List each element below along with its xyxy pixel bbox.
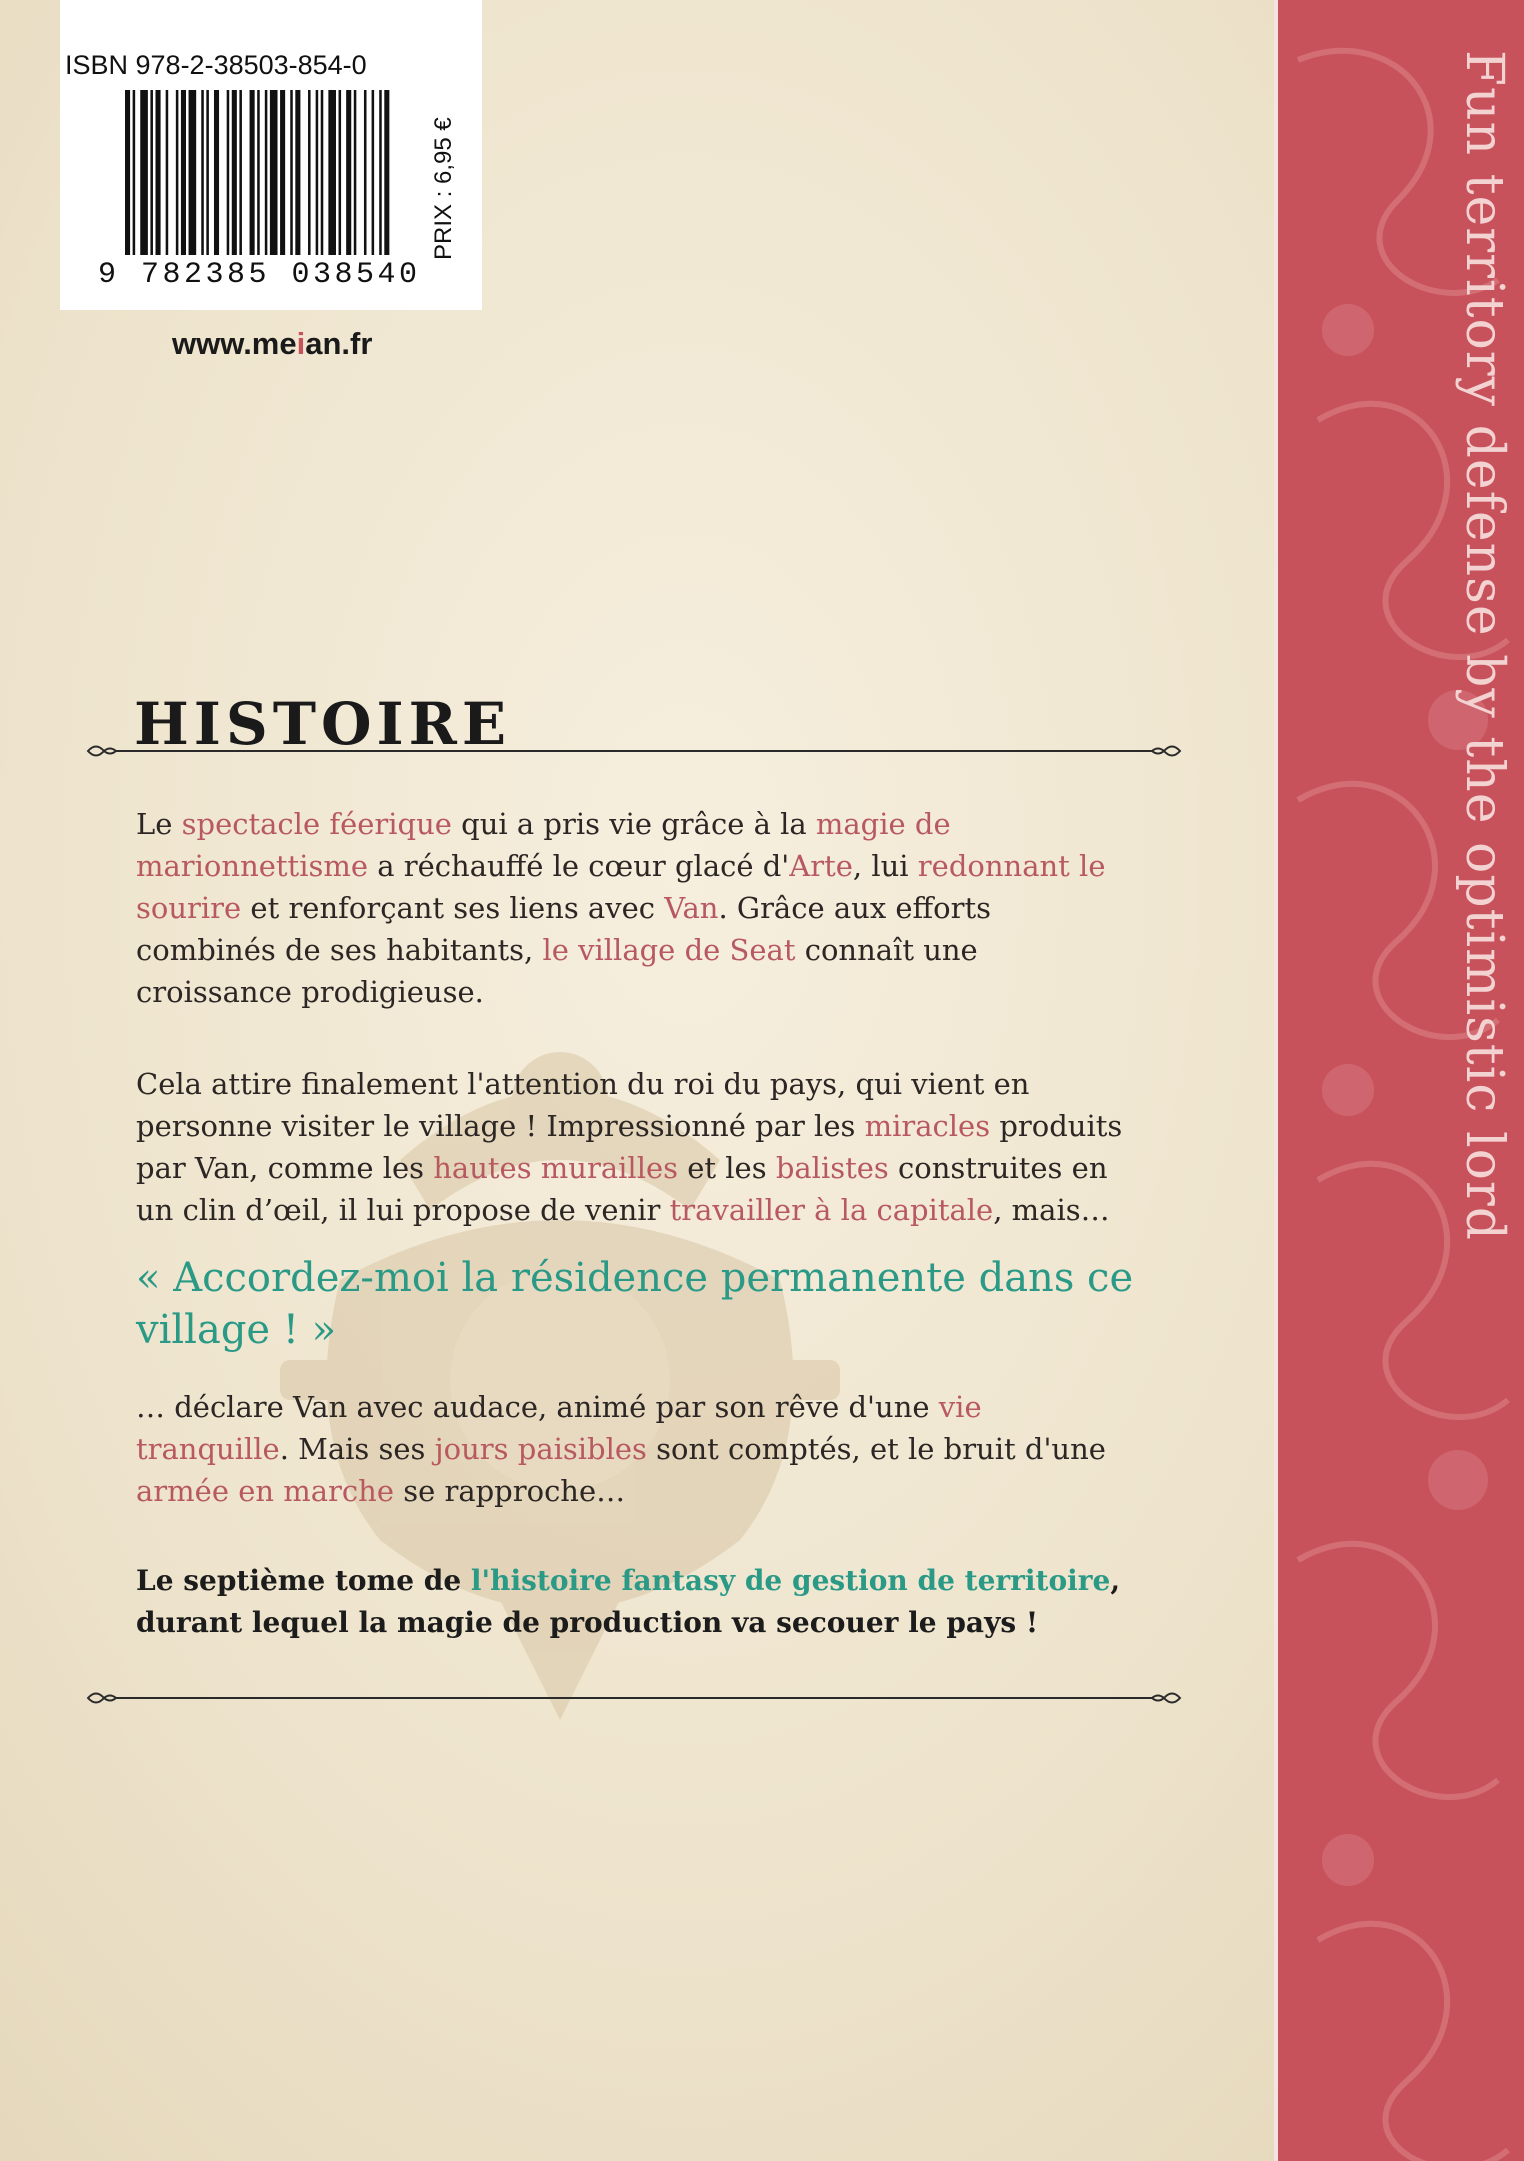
- text: produits par Van, comme les: [136, 1109, 1123, 1185]
- text: et renforçant ses liens avec: [241, 891, 665, 925]
- highlight: vie tranquille: [136, 1390, 982, 1466]
- text: Le: [136, 807, 182, 841]
- text: construites en un clin d’œil, il lui propose de venir: [136, 1151, 1108, 1227]
- highlight: hautes murailles: [433, 1151, 679, 1185]
- tagline-paragraph: [136, 1560, 1136, 1644]
- website-part: an.fr: [305, 326, 373, 361]
- story-paragraph-3: [136, 1386, 1136, 1512]
- text: . Grâce aux efforts combinés de ses habitants,: [136, 891, 992, 967]
- website-part: www.me: [172, 326, 297, 361]
- highlight-green: l'histoire fantasy de gestion de territoire: [470, 1564, 1111, 1597]
- text: , lui: [852, 849, 918, 883]
- ornamental-divider: [86, 740, 1182, 762]
- highlight: le village de Seat: [542, 933, 796, 967]
- highlight: armée en marche: [136, 1474, 394, 1508]
- text: et les: [678, 1151, 776, 1185]
- text: se rapproche…: [393, 1474, 626, 1508]
- text: Cela attire finalement l'attention du roi du pays, qui vient en personne visiter le village ! Impressionné par les: [136, 1067, 1030, 1143]
- ornamental-divider: [86, 1687, 1182, 1709]
- highlight: redonnant le sourire: [136, 849, 1106, 925]
- text: , durant lequel la magie de production va secouer le pays !: [136, 1564, 1121, 1639]
- highlight: Arte: [789, 849, 853, 883]
- website-accent: i: [296, 326, 306, 361]
- text: sont comptés, et le bruit d'une: [646, 1432, 1106, 1466]
- text: . Mais ses: [279, 1432, 435, 1466]
- barcode: [125, 90, 397, 255]
- highlight: miracles: [864, 1109, 991, 1143]
- story-paragraph-1: [136, 803, 1136, 1013]
- price-label: PRIX : 6,95 €: [430, 117, 457, 260]
- highlight: balistes: [775, 1151, 889, 1185]
- text: qui a pris vie grâce à la: [451, 807, 816, 841]
- highlight: travailler à la capitale: [669, 1193, 994, 1227]
- website-link[interactable]: [172, 326, 372, 362]
- text: , mais…: [993, 1193, 1110, 1227]
- text: connaît une croissance prodigieuse.: [136, 933, 978, 1009]
- spine-title: Fun territory defense by the optimistic lord: [1454, 50, 1514, 1242]
- barcode-digits: 9 782385 038540: [98, 258, 421, 292]
- section-heading: HISTOIRE: [134, 690, 512, 758]
- story-paragraph-2: [136, 1063, 1136, 1231]
- highlight: spectacle féerique: [181, 807, 452, 841]
- isbn-text: ISBN 978-2-38503-854-0: [65, 50, 367, 80]
- highlight: Van: [664, 891, 719, 925]
- pull-quote: « Accordez-moi la résidence permanente dans ce village ! »: [136, 1255, 1134, 1353]
- highlight: jours paisibles: [434, 1432, 647, 1466]
- highlight: magie de marionnettisme: [136, 807, 951, 883]
- text: Le septième tome de: [136, 1564, 471, 1597]
- text: a réchauffé le cœur glacé d': [368, 849, 790, 883]
- text: … déclare Van avec audace, animé par son rêve d'une: [136, 1390, 939, 1424]
